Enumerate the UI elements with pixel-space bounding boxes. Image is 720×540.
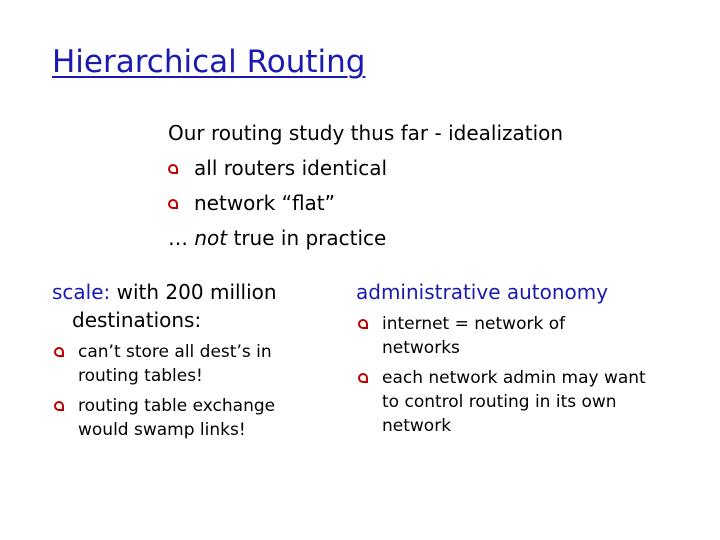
- item-line: to control routing in its own: [382, 392, 617, 412]
- scale-label: scale:: [52, 280, 111, 304]
- bullet-icon: [358, 373, 368, 383]
- bullet-icon: [168, 199, 178, 209]
- emphasis-text: not: [194, 226, 228, 250]
- list-item: [356, 312, 646, 360]
- scale-heading: [52, 278, 277, 334]
- slide-title: Hierarchical Routing: [52, 44, 366, 80]
- item-line: internet = network of: [382, 314, 566, 334]
- intro-conclusion: [168, 221, 563, 256]
- item-line: networks: [382, 338, 460, 358]
- ellipsis-text: …: [168, 226, 195, 250]
- item-line: each network admin may want: [382, 368, 646, 388]
- bullet-text: all routers identical: [194, 156, 388, 180]
- intro-line: Our routing study thus far - idealization: [168, 121, 564, 145]
- scale-text-continued: destinations:: [72, 308, 202, 332]
- intro-block: [168, 116, 563, 256]
- list-item: [356, 366, 646, 438]
- bullet-icon: [54, 347, 64, 357]
- autonomy-column: [356, 278, 646, 438]
- bullet-icon: [168, 164, 178, 174]
- item-line: routing tables!: [78, 366, 203, 386]
- conclusion-text: true in practice: [227, 226, 387, 250]
- scale-list: [52, 340, 277, 442]
- item-line: would swamp links!: [78, 420, 246, 440]
- autonomy-heading: administrative autonomy: [356, 280, 609, 304]
- list-item: [52, 340, 277, 388]
- bullet-text: network “flat”: [194, 191, 335, 215]
- bullet-icon: [358, 319, 368, 329]
- list-item: [52, 394, 277, 442]
- autonomy-list: [356, 312, 646, 438]
- bullet-icon: [54, 401, 64, 411]
- scale-column: [52, 278, 277, 442]
- item-line: routing table exchange: [78, 396, 276, 416]
- item-line: network: [382, 416, 452, 436]
- item-line: can’t store all dest’s in: [78, 342, 272, 362]
- intro-bullet-item: [168, 151, 563, 186]
- scale-text: with 200 million: [110, 280, 277, 304]
- intro-bullet-item: [168, 186, 563, 221]
